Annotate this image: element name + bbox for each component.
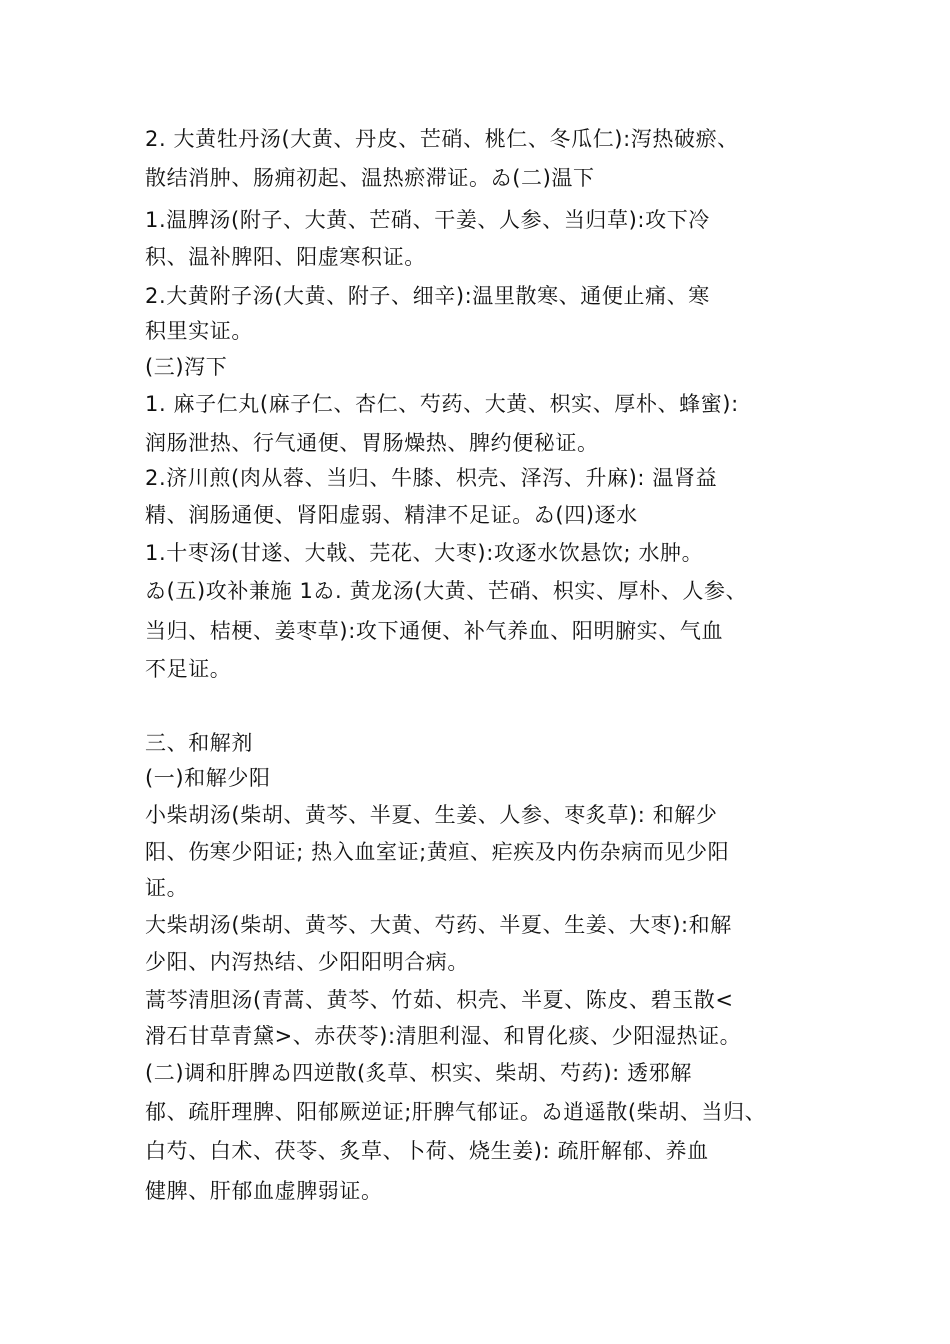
text-line: 大柴胡汤(柴胡、黄芩、大黄、芍药、半夏、生姜、大枣):和解	[145, 913, 732, 937]
text-line: 积里实证。	[145, 319, 253, 343]
text-line: 小柴胡汤(柴胡、黄芩、半夏、生姜、人参、枣炙草): 和解少	[145, 803, 718, 827]
text-line: 1. 麻子仁丸(麻子仁、杏仁、芍药、大黄、枳实、厚朴、蜂蜜):	[145, 392, 739, 416]
text-line: 1.十枣汤(甘遂、大戟、芫花、大枣):攻逐水饮悬饮; 水肿。	[145, 541, 704, 565]
section-heading: 三、和解剂	[145, 731, 253, 755]
text-line: 积、温补脾阳、阳虚寒积证。	[145, 245, 426, 269]
text-line: 精、润肠通便、肾阳虚弱、精津不足证。ゐ(四)逐水	[145, 503, 638, 527]
text-line: ゐ(五)攻补兼施 1ゐ. 黄龙汤(大黄、芒硝、枳实、厚朴、人参、	[145, 579, 748, 603]
text-line: 滑石甘草青黛>、赤茯苓):清胆利湿、和胃化痰、少阳湿热证。	[145, 1024, 742, 1048]
text-line: 证。	[145, 876, 189, 900]
text-line: 白芍、白术、茯苓、炙草、卜荷、烧生姜): 疏肝解郁、养血	[145, 1139, 709, 1163]
text-line: 散结消肿、肠痈初起、温热瘀滞证。ゐ(二)温下	[145, 166, 595, 190]
text-line: 2. 大黄牡丹汤(大黄、丹皮、芒硝、桃仁、冬瓜仁):泻热破瘀、	[145, 127, 739, 151]
text-line: 2.大黄附子汤(大黄、附子、细辛):温里散寒、通便止痛、寒	[145, 284, 710, 308]
text-line: 润肠泄热、行气通便、胃肠燥热、脾约便秘证。	[145, 431, 599, 455]
text-line: 蒿芩清胆汤(青蒿、黄芩、竹茹、枳壳、半夏、陈皮、碧玉散<	[145, 988, 734, 1012]
text-line: 不足证。	[145, 657, 232, 681]
section-heading: (三)泻下	[145, 355, 228, 379]
text-line: 当归、桔梗、姜枣草):攻下通便、补气养血、阳明腑实、气血	[145, 619, 724, 643]
subsection-heading: (一)和解少阳	[145, 766, 271, 790]
text-line: 郁、疏肝理脾、阳郁厥逆证;肝脾气郁证。ゐ逍遥散(柴胡、当归、	[145, 1100, 767, 1124]
text-line: 健脾、肝郁血虚脾弱证。	[145, 1179, 383, 1203]
text-line: (二)调和肝脾ゐ四逆散(炙草、枳实、柴胡、芍药): 透邪解	[145, 1061, 692, 1085]
text-line: 少阳、内泻热结、少阳阳明合病。	[145, 950, 469, 974]
text-line: 1.温脾汤(附子、大黄、芒硝、干姜、人参、当归草):攻下冷	[145, 208, 710, 232]
text-line: 阳、伤寒少阳证; 热入血室证;黄疸、疟疾及内伤杂病而见少阳	[145, 840, 730, 864]
text-line: 2.济川煎(肉从蓉、当归、牛膝、枳壳、泽泻、升麻): 温肾益	[145, 466, 718, 490]
